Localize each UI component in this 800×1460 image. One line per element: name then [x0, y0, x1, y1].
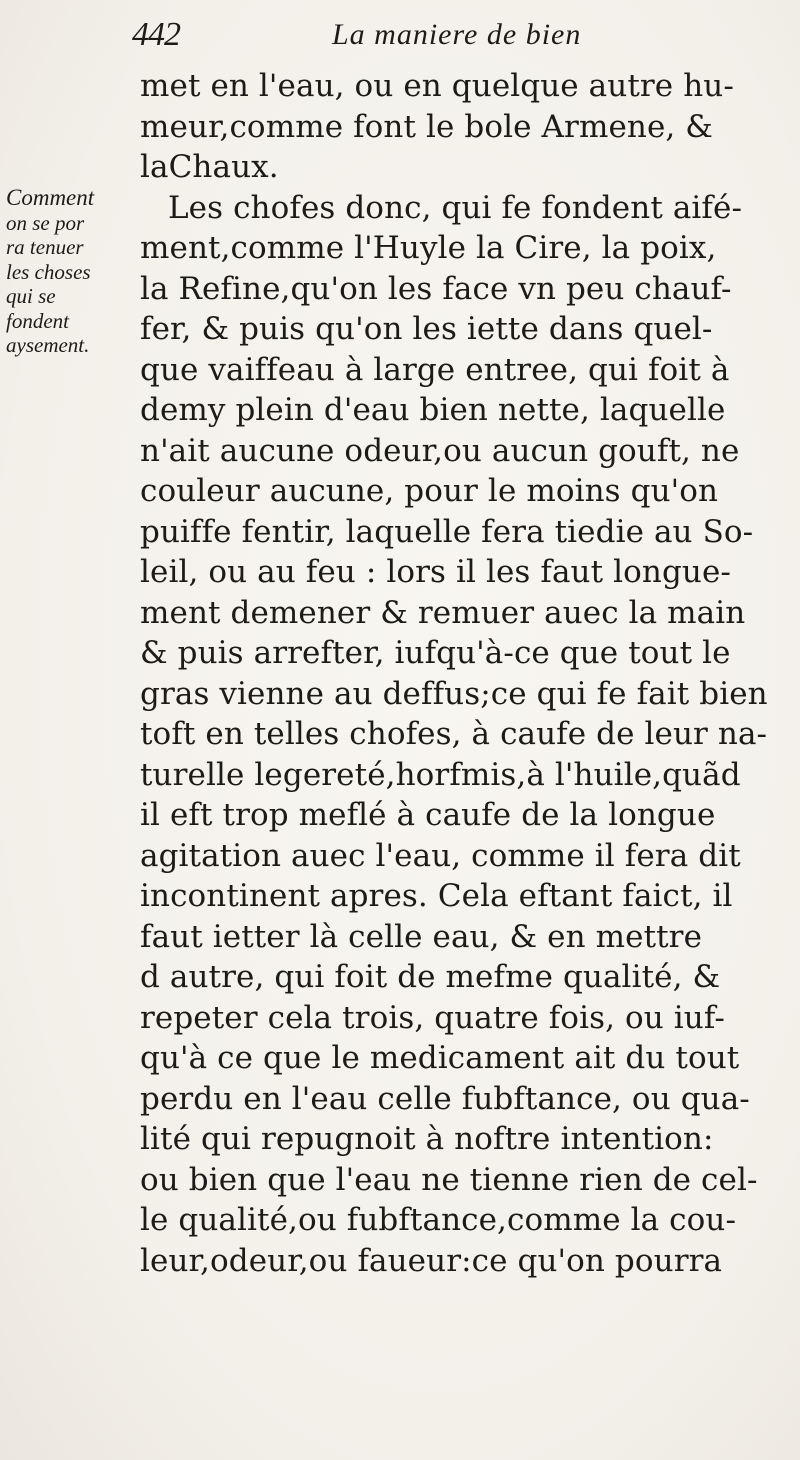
- text-line: puiffe fentir, laquelle fera tiedie au So-: [140, 513, 754, 550]
- text-line: il eft trop meflé à caufe de la longue: [140, 797, 716, 833]
- text-line: ment,comme l'Huyle la Cire, la poix,: [140, 230, 717, 266]
- page-number: 442: [132, 16, 180, 53]
- text-line: met en l'eau, ou en quelque autre hu-: [140, 68, 734, 104]
- text-line: qu'à ce que le medicament ait du tout: [140, 1040, 740, 1076]
- marginal-note-line: on se por: [6, 210, 85, 235]
- marginal-note-line: ra tenuer: [6, 235, 84, 259]
- marginal-note-line: qui se: [6, 284, 56, 308]
- text-line: faut ietter là celle eau, & en mettre: [140, 918, 703, 955]
- page-header: [132, 12, 732, 72]
- text-line: laChaux.: [140, 149, 279, 185]
- running-head: La maniere de bien: [332, 18, 582, 51]
- paragraph-start-line: Les chofes donc, qui fe fondent aifé-: [168, 189, 743, 226]
- marginal-note-line: les choses: [6, 259, 91, 284]
- text-line: d autre, qui foit de mefme qualité, &: [140, 959, 721, 995]
- text-line: turelle legereté,horfmis,à l'huile,quãd: [140, 756, 741, 793]
- text-line: n'ait aucune odeur,ou aucun gouft, ne: [140, 432, 740, 469]
- marginal-note-line: Comment: [6, 185, 95, 210]
- text-line: leur,odeur,ou faueur:ce qu'on pourra: [140, 1242, 723, 1279]
- text-line: fer, & puis qu'on les iette dans quel-: [140, 311, 713, 347]
- text-line: repeter cela trois, quatre fois, ou iuf-: [140, 999, 725, 1036]
- text-line: incontinent apres. Cela eftant faict, il: [140, 878, 733, 914]
- body-text: [140, 66, 790, 1281]
- text-line: demy plein d'eau bien nette, laquelle: [140, 392, 726, 428]
- text-line: le qualité,ou fubftance,comme la cou-: [140, 1202, 737, 1238]
- text-line: gras vienne au deffus;ce qui fe fait bien: [140, 675, 768, 712]
- text-line: & puis arrefter, iufqu'à-ce que tout le: [140, 635, 731, 671]
- text-line: lité qui repugnoit à noftre intention:: [140, 1121, 714, 1157]
- text-line: ment demener & remuer auec la main: [140, 594, 746, 631]
- text-line: que vaiffeau à large entree, qui foit à: [140, 351, 730, 388]
- text-line: perdu en l'eau celle fubftance, ou qua-: [140, 1080, 750, 1117]
- marginal-note-line: fondent: [6, 308, 69, 333]
- text-line: couleur aucune, pour le moins qu'on: [140, 473, 719, 509]
- text-line: ou bien que l'eau ne tienne rien de cel-: [140, 1161, 758, 1198]
- text-line: la Refine,qu'on les face vn peu chauf-: [140, 270, 732, 307]
- text-line: leil, ou au feu : lors il les faut longue-: [140, 554, 731, 590]
- marginal-note: [6, 186, 136, 358]
- text-line: toft en telles chofes, à caufe de leur na-: [140, 716, 768, 752]
- marginal-note-line: aysement.: [6, 333, 90, 357]
- text-line: agitation auec l'eau, comme il fera dit: [140, 837, 741, 874]
- text-line: meur,comme font le bole Armene, &: [140, 108, 714, 145]
